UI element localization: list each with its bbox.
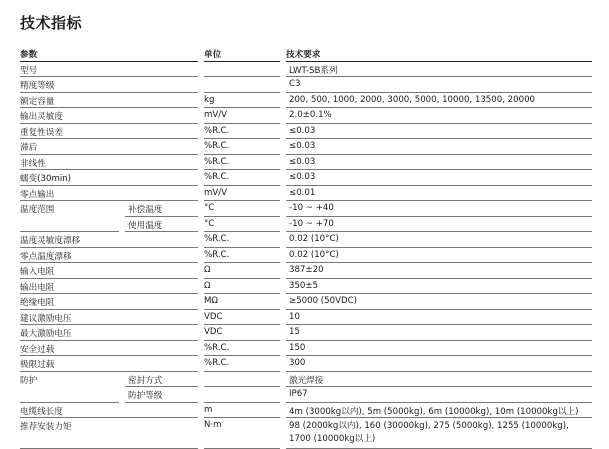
param-cell: 零点输出 [20,186,198,202]
spec-table [20,46,592,449]
table-row [20,387,592,403]
value-cell: 0.02 (10°C) [286,248,592,264]
table-row [20,108,592,124]
table-row [20,325,592,341]
unit-cell: mV/V [204,186,280,202]
unit-cell: Ω [204,263,280,279]
table-row [20,124,592,140]
value-cell: ≥5000 (50VDC) [286,294,592,310]
header-unit: 单位 [204,46,280,62]
unit-cell: %R.C. [204,356,280,372]
param-cell: 精度等级 [20,77,198,93]
unit-cell [204,387,280,403]
param-cell: 电缆线长度 [20,403,198,419]
param-cell: 温度范围 [20,205,55,215]
value-cell: 150 [286,341,592,357]
value-cell: -10 ~ +40 [286,201,592,217]
param-cell: 极限过载 [20,356,198,372]
param-cell: 型号 [20,62,198,78]
param-cell: 输出电阻 [20,279,198,295]
param-cell: 蠕变(30min) [20,170,198,186]
value-cell: 15 [286,325,592,341]
value-cell: ≤0.01 [286,186,592,202]
value-cell: ≤0.03 [286,124,592,140]
param-cell: 防护 [20,375,38,386]
table-row [20,418,592,449]
page-title: 技术指标 [20,14,83,32]
table-row [20,217,592,233]
table-row [20,341,592,357]
table-row [20,232,592,248]
table-row [20,372,592,388]
value-cell: 98 (2000kg以内), 160 (30000kg), 275 (5000kg), 1255 (10000kg), 1700 (10000kg以上) [286,418,592,449]
unit-cell: °C [204,217,280,233]
value-cell: 387±20 [286,263,592,279]
unit-cell: VDC [204,325,280,341]
table-row [20,356,592,372]
param-cell: 输出灵敏度 [20,108,198,124]
param-cell: 安全过载 [20,341,198,357]
unit-cell: %R.C. [204,248,280,264]
value-cell: C3 [286,77,592,93]
param-cell: 非线性 [20,155,198,171]
table-row [20,77,592,93]
unit-cell: %R.C. [204,139,280,155]
sub-param-cell: 补偿温度 [125,201,198,217]
value-cell: 激光焊接 [286,372,592,388]
unit-cell [204,77,280,93]
unit-cell: kg [204,93,280,109]
value-cell: ≤0.03 [286,139,592,155]
param-cell [20,387,119,403]
param-cell: 绝缘电阻 [20,294,198,310]
value-cell: 350±5 [286,279,592,295]
sub-param-cell: 防护等级 [125,387,198,403]
param-cell: 推荐安装力矩 [20,418,198,449]
unit-cell: %R.C. [204,341,280,357]
value-cell: 300 [286,356,592,372]
table-row [20,139,592,155]
value-cell: 2.0±0.1% [286,108,592,124]
value-cell: 4m (3000kg以内), 5m (5000kg), 6m (10000kg), 10m (10000kg以上) [286,403,592,419]
table-row [20,310,592,326]
param-cell: 滞后 [20,139,198,155]
table-row [20,263,592,279]
unit-cell: N·m [204,418,280,449]
unit-cell [204,62,280,78]
param-cell: 重复性误差 [20,124,198,140]
unit-cell: %R.C. [204,232,280,248]
table-row [20,294,592,310]
value-cell: 200, 500, 1000, 2000, 3000, 5000, 10000, 13500, 20000 [286,93,592,109]
value-cell: -10 ~ +70 [286,217,592,233]
unit-cell: mV/V [204,108,280,124]
value-cell: ≤0.03 [286,170,592,186]
value-cell: ≤0.03 [286,155,592,171]
unit-cell: m [204,403,280,419]
param-cell: 输入电阻 [20,263,198,279]
unit-cell: VDC [204,310,280,326]
table-row [20,279,592,295]
table-row [20,170,592,186]
unit-cell: Ω [204,279,280,295]
param-cell: 额定容量 [20,93,198,109]
unit-cell: %R.C. [204,155,280,171]
value-cell: LWT-SB系列 [286,62,592,78]
unit-cell: %R.C. [204,124,280,140]
table-row [20,248,592,264]
unit-cell: %R.C. [204,170,280,186]
table-row [20,186,592,202]
table-row [20,155,592,171]
value-cell: IP67 [286,387,592,403]
unit-cell: MΩ [204,294,280,310]
value-cell: 0.02 (10°C) [286,232,592,248]
param-cell: 零点温度漂移 [20,248,198,264]
header-param: 参数 [20,46,198,62]
sub-param-cell: 使用温度 [125,217,198,233]
table-header [20,46,592,62]
param-cell: 最大激励电压 [20,325,198,341]
param-cell: 温度灵敏度漂移 [20,232,198,248]
unit-cell: °C [204,201,280,217]
table-row [20,93,592,109]
table-row [20,201,592,217]
table-row [20,62,592,78]
header-requirement: 技术要求 [286,46,592,62]
param-cell: 建议激励电压 [20,310,198,326]
sub-param-cell: 密封方式 [125,372,198,388]
value-cell: 10 [286,310,592,326]
table-row [20,403,592,419]
unit-cell [204,372,280,388]
param-cell [20,217,119,233]
